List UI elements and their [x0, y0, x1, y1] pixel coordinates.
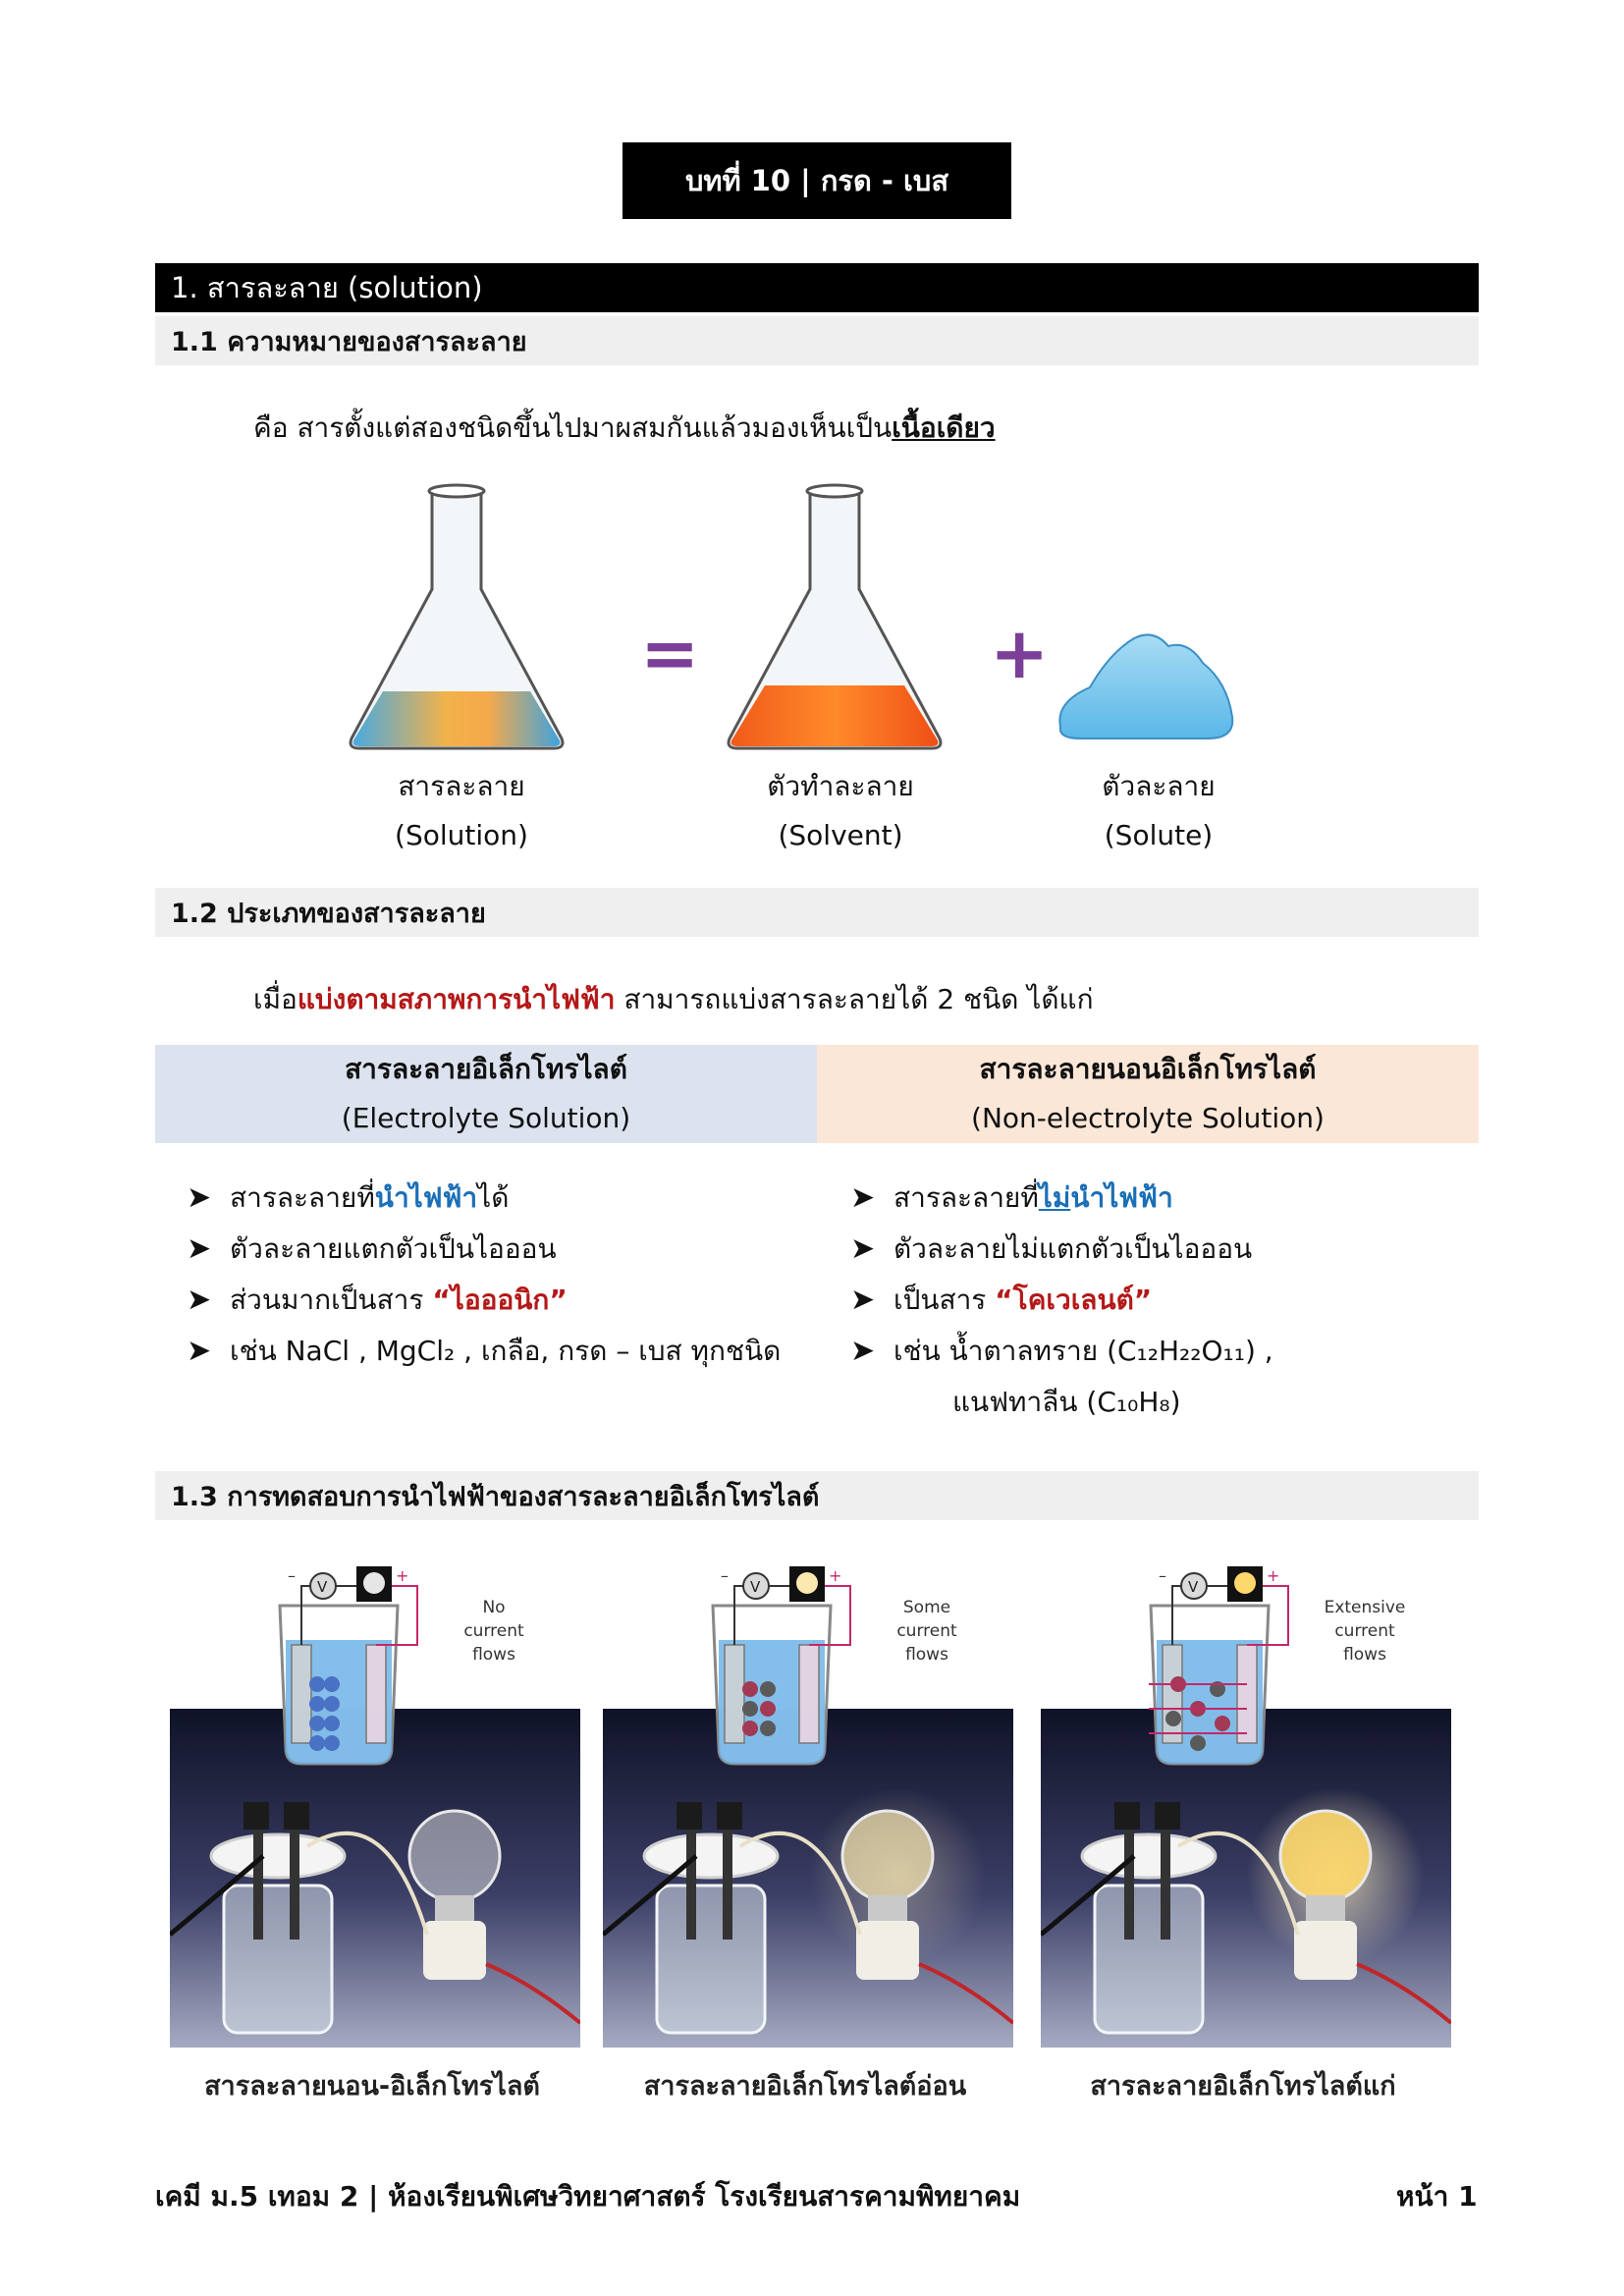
experiment-caption: สารละลายนอน-อิเล็กโทรไลต์: [204, 2071, 540, 2102]
header-thai: สารละลายนอนอิเล็กโทรไลต์: [979, 1053, 1317, 1085]
electrolyte-list: [187, 1173, 781, 1377]
subsection-heading-1-3: 1.3 การทดสอบการนำไฟฟ้าของสารละลายอิเล็กโทรไลต์: [155, 1471, 1479, 1520]
header-en: (Electrolyte Solution): [341, 1102, 631, 1134]
equals-sign: =: [640, 612, 700, 694]
list-item: ➤ ตัวละลายไม่แตกตัวเป็นไอออน: [850, 1224, 1273, 1275]
list-item: ➤ เช่น NaCl , MgCl₂ , เกลือ, กรด – เบส ทุกชนิด: [187, 1326, 781, 1377]
conductivity-diagram: [1041, 1561, 1451, 2131]
svg-text:–: –: [288, 1566, 296, 1585]
arrow-bullet-icon: ➤: [187, 1180, 212, 1215]
voltmeter-label: V: [1188, 1578, 1199, 1596]
chapter-title: บทที่ 10 | กรด - เบส: [623, 142, 1011, 219]
experiment-caption: สารละลายอิเล็กโทรไลต์อ่อน: [643, 2071, 967, 2102]
flask-label-solute: [1031, 762, 1286, 860]
flow-label-line3: flows: [1343, 1645, 1386, 1665]
experiment-panel: [1041, 1561, 1451, 2131]
section-heading: 1. สารละลาย (solution): [155, 263, 1479, 312]
subsection-heading-1-2: 1.2 ประเภทของสารละลาย: [155, 888, 1479, 937]
header-en: (Non-electrolyte Solution): [971, 1102, 1325, 1134]
flow-label-line2: current: [1334, 1621, 1395, 1641]
conductivity-diagram: [603, 1561, 1013, 2131]
footer-course: เคมี ม.5 เทอม 2 | ห้องเรียนพิเศษวิทยาศาสตร์ โรงเรียนสารคามพิทยาคม: [155, 2180, 1021, 2213]
electrolyte-header: [155, 1045, 817, 1143]
label-thai: ตัวละลาย: [1102, 770, 1216, 802]
arrow-bullet-icon: ➤: [850, 1231, 876, 1266]
solvent-flask: [729, 485, 941, 748]
intro-suffix: สามารถแบ่งสารละลายได้ 2 ชนิด ได้แก่: [615, 983, 1094, 1015]
voltmeter-label: V: [317, 1578, 328, 1596]
non-electrolyte-header: [817, 1045, 1479, 1143]
intro-prefix: เมื่อ: [253, 983, 298, 1015]
intro-emphasis: แบ่งตามสภาพการนำไฟฟ้า: [297, 983, 616, 1015]
experiment-panel: [170, 1561, 580, 2131]
types-intro: [253, 978, 1094, 1021]
label-en: (Solute): [1104, 819, 1214, 851]
flow-label-line2: current: [896, 1621, 957, 1641]
list-item: ➤ สารละลายที่ไม่นำไฟฟ้า: [850, 1173, 1273, 1224]
arrow-bullet-icon: ➤: [850, 1180, 876, 1215]
footer-page-number: หน้า 1: [1396, 2180, 1478, 2213]
label-thai: ตัวทำละลาย: [767, 770, 914, 802]
list-item: ➤ เป็นสาร “โคเวเลนต์”: [850, 1275, 1273, 1326]
arrow-bullet-icon: ➤: [187, 1283, 212, 1317]
experiment-caption: สารละลายอิเล็กโทรไลต์แก่: [1090, 2071, 1396, 2102]
svg-text:–: –: [1159, 1566, 1166, 1585]
plus-sign: +: [990, 612, 1050, 694]
flow-label-line3: flows: [905, 1645, 948, 1665]
header-thai: สารละลายอิเล็กโทรไลต์: [345, 1053, 627, 1085]
solute-pile: [1059, 634, 1232, 738]
definition-text: [253, 407, 996, 450]
label-en: (Solvent): [778, 819, 903, 851]
svg-text:+: +: [829, 1566, 842, 1585]
arrow-bullet-icon: ➤: [850, 1283, 876, 1317]
arrow-bullet-icon: ➤: [187, 1231, 212, 1266]
solution-flask: [351, 485, 563, 748]
solution-figure: [334, 481, 1296, 766]
flask-label-solution: [334, 762, 589, 860]
list-item: ➤ ตัวละลายแตกตัวเป็นไอออน: [187, 1224, 781, 1275]
flask-label-solvent: [713, 762, 968, 860]
definition-emphasis: เนื้อเดียว: [892, 411, 996, 444]
list-item: ➤ สารละลายที่นำไฟฟ้าได้: [187, 1173, 781, 1224]
non-electrolyte-list: [850, 1173, 1273, 1428]
list-item: ➤ เช่น น้ำตาลทราย (C₁₂H₂₂O₁₁) ,: [850, 1326, 1273, 1377]
subsection-heading-1-1: 1.1 ความหมายของสารละลาย: [155, 316, 1479, 365]
label-en: (Solution): [395, 819, 528, 851]
list-item: ➤ ส่วนมากเป็นสาร “ไอออนิก”: [187, 1275, 781, 1326]
svg-text:–: –: [721, 1566, 729, 1585]
conductivity-diagram: [170, 1561, 580, 2131]
flow-label-line1: No: [482, 1598, 506, 1617]
arrow-bullet-icon: ➤: [850, 1334, 876, 1368]
experiment-panel: [603, 1561, 1013, 2131]
svg-text:+: +: [1267, 1566, 1280, 1585]
arrow-bullet-icon: ➤: [187, 1334, 212, 1368]
flow-label-line3: flows: [472, 1645, 515, 1665]
flow-label-line1: Some: [902, 1598, 951, 1617]
svg-text:+: +: [396, 1566, 409, 1585]
voltmeter-label: V: [750, 1578, 761, 1596]
flow-label-line2: current: [463, 1621, 524, 1641]
definition-prefix: คือ สารตั้งแต่สองชนิดขึ้นไปมาผสมกันแล้วมองเห็นเป็น: [253, 411, 893, 444]
flow-label-line1: Extensive: [1324, 1598, 1406, 1617]
list-item: แนฟทาลีน (C₁₀H₈): [952, 1386, 1181, 1418]
label-thai: สารละลาย: [398, 770, 525, 802]
